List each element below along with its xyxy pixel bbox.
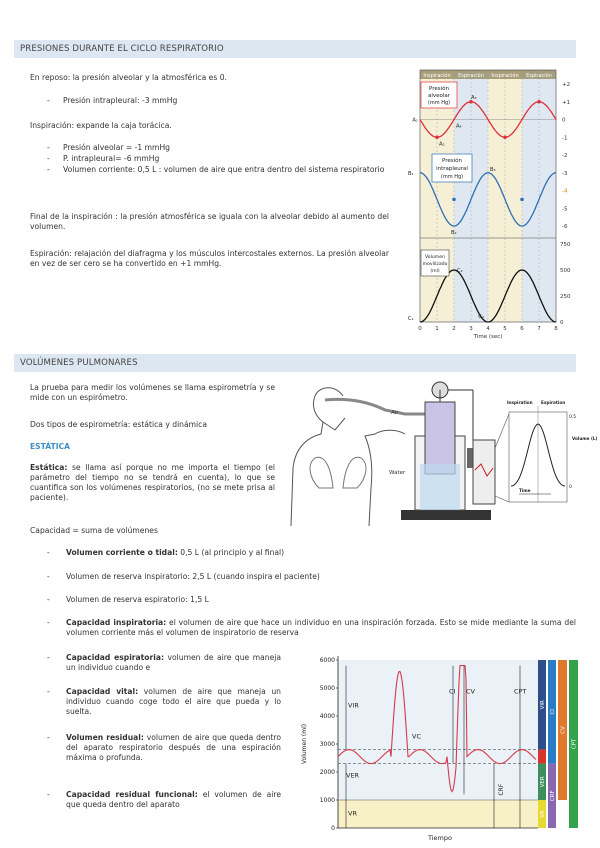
bullet-vri: Volumen de reserva inspiratorio: 2,5 L (cuando inspira el paciente) [66, 572, 320, 581]
point-label: B₁ [408, 170, 414, 177]
x-tick: 1 [435, 326, 439, 332]
text-final-inspiracion: Final de la inspiración : la presión atmosférica se iguala con la alveolar debido al aumento del volumen. [30, 212, 389, 231]
bullet-dash: - [47, 733, 50, 742]
y-tick-top: -6 [562, 224, 568, 230]
bullet-dash: - [47, 687, 50, 696]
bullet-dash: - [47, 595, 50, 604]
bullet-capacidad-espiratoria [66, 653, 281, 673]
intrapleural-label-1: Presión [442, 158, 462, 164]
point-label: C₁ [408, 316, 414, 322]
label-cpt: CPT [514, 687, 527, 696]
body-crf: el volumen de aire que queda dentro del aparato [66, 790, 282, 809]
bullet-dash: - [47, 653, 50, 662]
intrapleural-label-2: intrapleural [436, 166, 468, 172]
intrapleural-point [520, 198, 524, 202]
residual-band [338, 800, 538, 828]
alveolar-label-1: Presión [429, 86, 449, 92]
body-vr: volumen de aire que queda dentro del aparato respiratorio después de una espiración máxima o profunda. [66, 733, 281, 762]
tick-05: 0.5 [569, 415, 577, 420]
tick-0: 0 [569, 485, 572, 490]
body-volumen-corriente: 0,5 L (al principio y al final) [177, 548, 285, 557]
phase-label: Inspiración [491, 73, 519, 79]
y-tick-top: -2 [562, 153, 568, 159]
y-tick: 4000 [319, 713, 335, 720]
spirometer-illustration [285, 378, 598, 530]
label-ver: VER [346, 771, 360, 780]
point-label: B₃ [490, 166, 496, 173]
bullet-alveolar: Presión alveolar = -1 mmHg [63, 143, 170, 152]
y-tick-bottom: 0 [560, 320, 564, 326]
section-header-volumenes: VOLÚMENES PULMONARES [14, 354, 576, 372]
point-label: A₄ [456, 123, 462, 130]
x-tick: 2 [452, 326, 456, 332]
y-tick-bottom: 250 [560, 294, 571, 300]
y-tick-top: -4 [562, 188, 568, 195]
y-tick: 3000 [319, 741, 335, 748]
label-ce: Capacidad espiratoria: [66, 653, 165, 662]
label-volumen-corriente: Volumen corriente o tidal: [66, 548, 178, 557]
section-header-presiones: PRESIONES DURANTE EL CICLO RESPIRATORIO [14, 40, 576, 58]
label-vc: VC [412, 732, 421, 741]
volume-bar-label: VIR [540, 700, 546, 710]
y-tick-top: -5 [562, 206, 568, 213]
x-tick: 3 [469, 326, 473, 332]
point-label: A₁ [412, 117, 418, 124]
time-axis-label: Time [519, 488, 531, 493]
point-label: A₃ [471, 94, 477, 101]
point-label: A₂ [439, 141, 445, 148]
intrapleural-label-3: (mm Hg) [440, 174, 464, 180]
pressure-cycle-chart [408, 70, 578, 342]
label-vir: VIR [348, 701, 359, 710]
x-axis-label: Tiempo [427, 834, 453, 842]
bullet-dash: - [47, 143, 50, 152]
bullet-vre: Volumen de reserva espiratorio: 1,5 L [66, 595, 209, 604]
bullet-crf [66, 790, 281, 810]
label-cv: Capacidad vital: [66, 687, 139, 696]
alveolar-point [435, 135, 439, 139]
x-axis-label: Time (sec) [473, 334, 503, 340]
chart-bg [338, 660, 538, 800]
y-tick: 6000 [319, 657, 335, 664]
y-tick-top: -1 [562, 135, 568, 142]
text-reposo: En reposo: la presión alveolar y la atmosférica es 0. [30, 73, 227, 82]
point-label: C₂ [457, 268, 463, 274]
text-espirometria: La prueba para medir los volúmenes se llama espirometría y se mide con un espirómetro. [30, 383, 275, 402]
water-label: Water [389, 470, 406, 476]
expiration-label: Expiration [541, 400, 566, 405]
phase-label: Espiración [526, 73, 552, 79]
x-tick: 8 [554, 326, 558, 332]
y-tick-top: +2 [562, 82, 571, 88]
volume-bar-label: CRF [550, 790, 556, 802]
volume-label-3: (ml) [430, 269, 440, 274]
volume-label-1: Volumen [425, 255, 445, 260]
phase-label: Espiración [458, 73, 484, 79]
y-tick-top: 0 [562, 117, 566, 124]
lungs-icon [310, 457, 366, 488]
lung-volumes-chart [296, 650, 590, 842]
bullet-capacidad-inspiratoria [66, 618, 576, 638]
label-ci: Capacidad inspiratoria: [66, 618, 167, 627]
label-crf: CRF [497, 783, 505, 796]
bullet-dash: - [47, 790, 50, 799]
bell [425, 402, 455, 474]
bullet-dash: - [47, 572, 50, 581]
label-ci: CI [449, 687, 456, 696]
y-axis-label: Volumen (ml) [301, 723, 308, 765]
person-outline [291, 388, 405, 526]
volume-axis-label: Volume (L) [572, 436, 598, 441]
volume-bar-vc [538, 750, 546, 764]
bullet-dash: - [47, 618, 50, 627]
y-tick: 0 [331, 825, 335, 832]
y-tick: 5000 [319, 685, 335, 692]
y-tick-bottom: 750 [560, 242, 571, 248]
bullet-volumen-corriente-tidal [66, 548, 284, 558]
label-vr: Volumen residual: [66, 733, 144, 742]
label-vr: VR [348, 809, 357, 818]
volume-bar-label: CPT [571, 738, 578, 750]
bullet-intrapleural: Presión intrapleural: -3 mmHg [63, 96, 178, 105]
x-tick: 6 [520, 326, 524, 332]
drum-recorder [473, 440, 495, 504]
body-ci: el volumen de aire que hace un individuo en una inspiración forzada. Esto se mide mediante la suma del volumen corriente más el volumen de inspiratorio de reserva [66, 618, 576, 637]
text-inspiracion: Inspiración: expande la caja torácica. [30, 121, 172, 130]
y-tick-top: +1 [562, 99, 571, 106]
bullet-dash: - [47, 548, 50, 557]
bullet-intrapleural-6: P. intrapleural= -6 mmHg [63, 154, 160, 163]
alveolar-point [537, 100, 541, 104]
alveolar-label-2: alveolar [427, 93, 451, 99]
text-estatica [30, 463, 275, 503]
text-espiracion: Espiración: relajación del diafragma y los músculos intercostales externos. La presión alveolar en vez de ser cero se ha convertido en +1 mmHg. [30, 249, 389, 268]
body-estatica: se llama así porque no me importa el tiempo (el parámetro del tiempo no se tendrá en cuenta), lo que se cuantifica son los volúmenes respiratorios, (no se mete prisa al paciente). [30, 463, 275, 502]
bullet-volumen-residual [66, 733, 281, 763]
label-cv: CV [466, 687, 475, 696]
volume-label-2: movilizado [422, 262, 448, 267]
y-tick-top: -3 [562, 170, 568, 177]
y-tick: 2000 [319, 769, 335, 776]
x-tick: 5 [503, 326, 507, 332]
y-tick-bottom: 500 [560, 268, 571, 274]
x-tick: 7 [537, 326, 541, 332]
inspiration-label: Inspiration [507, 400, 533, 405]
y-tick: 1000 [319, 797, 335, 804]
volume-bar-label: VR [540, 810, 546, 818]
alveolar-label-3: (mm Hg) [427, 100, 451, 106]
subheading-estatica: ESTÁTICA [30, 442, 70, 451]
bullet-dash: - [47, 154, 50, 163]
intrapleural-point [452, 198, 456, 202]
alveolar-point [503, 135, 507, 139]
bullet-dash: - [47, 96, 50, 105]
label-crf: Capacidad residual funcional: [66, 790, 198, 799]
phase-label: Inspiración [423, 73, 451, 79]
volume-bar-label: CV [560, 726, 567, 734]
point-label: C₃ [478, 314, 484, 320]
x-tick: 4 [486, 326, 490, 332]
body-cv: volumen de aire que maneja un individuo cuando coge todo el aire que pueda y lo suelta. [66, 687, 281, 716]
point-label: B₂ [451, 230, 457, 236]
text-dos-tipos: Dos tipos de espirometría: estática y dinámica [30, 420, 207, 429]
volume-bar-label: VER [540, 776, 546, 788]
label-estatica: Estática: [30, 463, 68, 472]
bullet-capacidad-vital [66, 687, 281, 717]
body-ce: volumen de aire que maneja un individuo cuando e [66, 653, 281, 672]
spirometer-base [401, 510, 491, 520]
text-capacidad: Capacidad = suma de volúmenes [30, 526, 158, 535]
bullet-volumen-corriente: Volumen corriente: 0,5 L : volumen de aire que entra dentro del sistema respiratorio [63, 165, 385, 174]
air-label: Air [391, 410, 399, 416]
volume-bar-label: CI [550, 709, 556, 715]
x-tick: 0 [418, 326, 422, 332]
bullet-dash: - [47, 165, 50, 174]
